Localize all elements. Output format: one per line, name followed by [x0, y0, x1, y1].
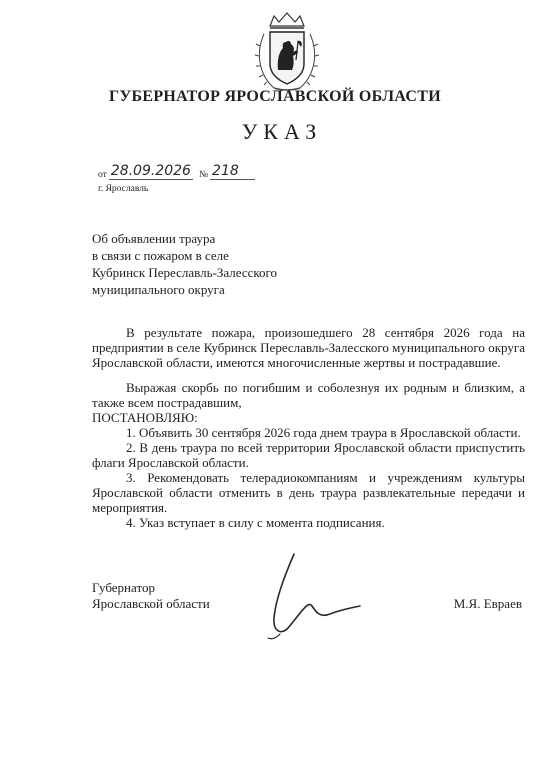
- document-meta: [96, 164, 256, 194]
- issuing-authority: ГУБЕРНАТОР ЯРОСЛАВСКОЙ ОБЛАСТИ: [108, 88, 442, 105]
- date-number-line: [96, 164, 256, 180]
- handwritten-signature: [260, 548, 370, 643]
- subject-line: Кубринск Переславль-Залесского: [92, 265, 278, 280]
- decree-subject: [92, 230, 277, 298]
- decree-item-2: 2. В день траура по всей территории Ярославской области приспустить флаги Ярославской области.: [92, 440, 525, 470]
- body-paragraph-circumstances: В результате пожара, произошедшего 28 сентября 2026 года на предприятии в селе Кубринск Переславль-Залесского муниципального округа Ярославской области, имеются многочисленные жертвы и пострадавшие.: [92, 325, 525, 370]
- number-prefix: №: [198, 170, 209, 180]
- decree-body: [92, 325, 525, 530]
- signatory-name: М.Я. Евраев: [453, 596, 522, 611]
- document-type: УКАЗ: [241, 119, 323, 144]
- subject-line: Об объявлении траура: [92, 231, 216, 246]
- subject-line: муниципального округа: [92, 282, 225, 297]
- signatory-title: [92, 580, 210, 612]
- signatory-title-line: Губернатор: [92, 580, 155, 595]
- handwritten-number: 218: [212, 163, 239, 179]
- issuing-city: г. Ярославль: [98, 184, 149, 194]
- yaroslavl-coat-of-arms-icon: [252, 12, 322, 94]
- decree-item-3: 3. Рекомендовать телерадиокомпаниям и учреждениям культуры Ярославской области отменить в день траура развлекательные передачи и мероприятия.: [92, 470, 525, 515]
- subject-line: в связи с пожаром в селе: [92, 248, 229, 263]
- decree-item-4: 4. Указ вступает в силу с момента подписания.: [126, 515, 385, 530]
- decree-item-1: 1. Объявить 30 сентября 2026 года днем траура в Ярославской области.: [126, 425, 521, 440]
- number-underline: [241, 178, 255, 180]
- date-prefix: от: [98, 170, 107, 180]
- handwritten-date: 28.09.2026: [110, 163, 191, 179]
- body-resolve-heading: ПОСТАНОВЛЯЮ:: [92, 410, 198, 425]
- signatory-title-line: Ярославской области: [92, 596, 210, 611]
- body-paragraph-condolence: Выражая скорбь по погибшим и соболезнуя их родным и близким, а также всем пострадавшим,: [92, 380, 525, 410]
